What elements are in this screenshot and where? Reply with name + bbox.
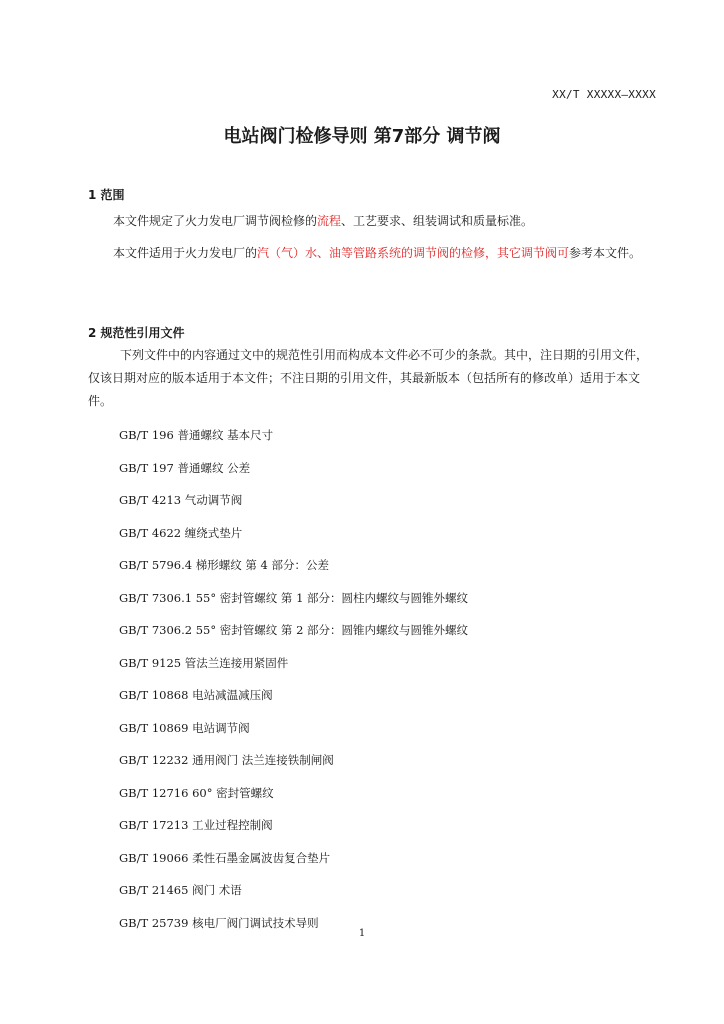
page-title: 电站阀门检修导则 第7部分 调节阀 [223,126,501,147]
text-run: 本文件规定了火力发电厂调节阀检修的 [113,214,318,228]
reference-item: GB/T 7306.2 55° 密封管螺纹 第 2 部分：圆锥内螺纹与圆锥外螺纹 [119,623,469,637]
reference-item: GB/T 10869 电站调节阀 [119,720,250,735]
section-heading-normative-references: 2 规范性引用文件 [88,326,185,340]
reference-item: GB/T 9125 管法兰连接用紧固件 [119,655,289,670]
scope-paragraph-1 [88,210,658,233]
reference-item: GB/T 4622 缠绕式垫片 [119,525,243,540]
scope-paragraph-2 [88,242,658,265]
reference-item: GB/T 12716 60° 密封管螺纹 [119,785,274,800]
reference-item: GB/T 19066 柔性石墨金属波齿复合垫片 [119,850,331,865]
references-intro-paragraph: 下列文件中的内容通过文中的规范性引用而构成本文件必不可少的条款。其中，注日期的引用文件，仅该日期对应的版本适用于本文件；不注日期的引用文件，其最新版本（包括所有的修改单）适用于本文件。 [88,348,649,408]
reference-item: GB/T 197 普通螺纹 公差 [119,460,251,475]
reference-item: GB/T 25739 核电厂阀门调试技术导则 [119,915,319,930]
reference-list [119,426,468,946]
text-run: 参考本文件。 [569,246,642,260]
reference-item: GB/T 196 普通螺纹 基本尺寸 [119,428,274,442]
page-number: 1 [358,928,366,939]
reference-item: GB/T 7306.1 55° 密封管螺纹 第 1 部分：圆柱内螺纹与圆锥外螺纹 [119,590,469,605]
document-code: XX/T XXXXX—XXXX [552,88,656,101]
reference-item: GB/T 5796.4 梯形螺纹 第 4 部分：公差 [119,558,330,572]
text-run: 、工艺要求、组装调试和质量标准。 [341,214,534,228]
reference-item: GB/T 21465 阀门 术语 [119,883,242,897]
reference-item: GB/T 10868 电站减温减压阀 [119,688,273,702]
revised-text: 流程 [317,214,342,228]
section-heading-scope: 1 范围 [88,188,125,202]
reference-item: GB/T 12232 通用阀门 法兰连接铁制闸阀 [119,753,334,767]
revised-text: 汽（气）水、油等管路系统的调节阀的检修，其它调节阀可 [257,246,570,260]
reference-item: GB/T 17213 工业过程控制阀 [119,818,273,832]
reference-item: GB/T 4213 气动调节阀 [119,493,243,507]
text-run: 本文件适用于火力发电厂的 [113,246,258,260]
